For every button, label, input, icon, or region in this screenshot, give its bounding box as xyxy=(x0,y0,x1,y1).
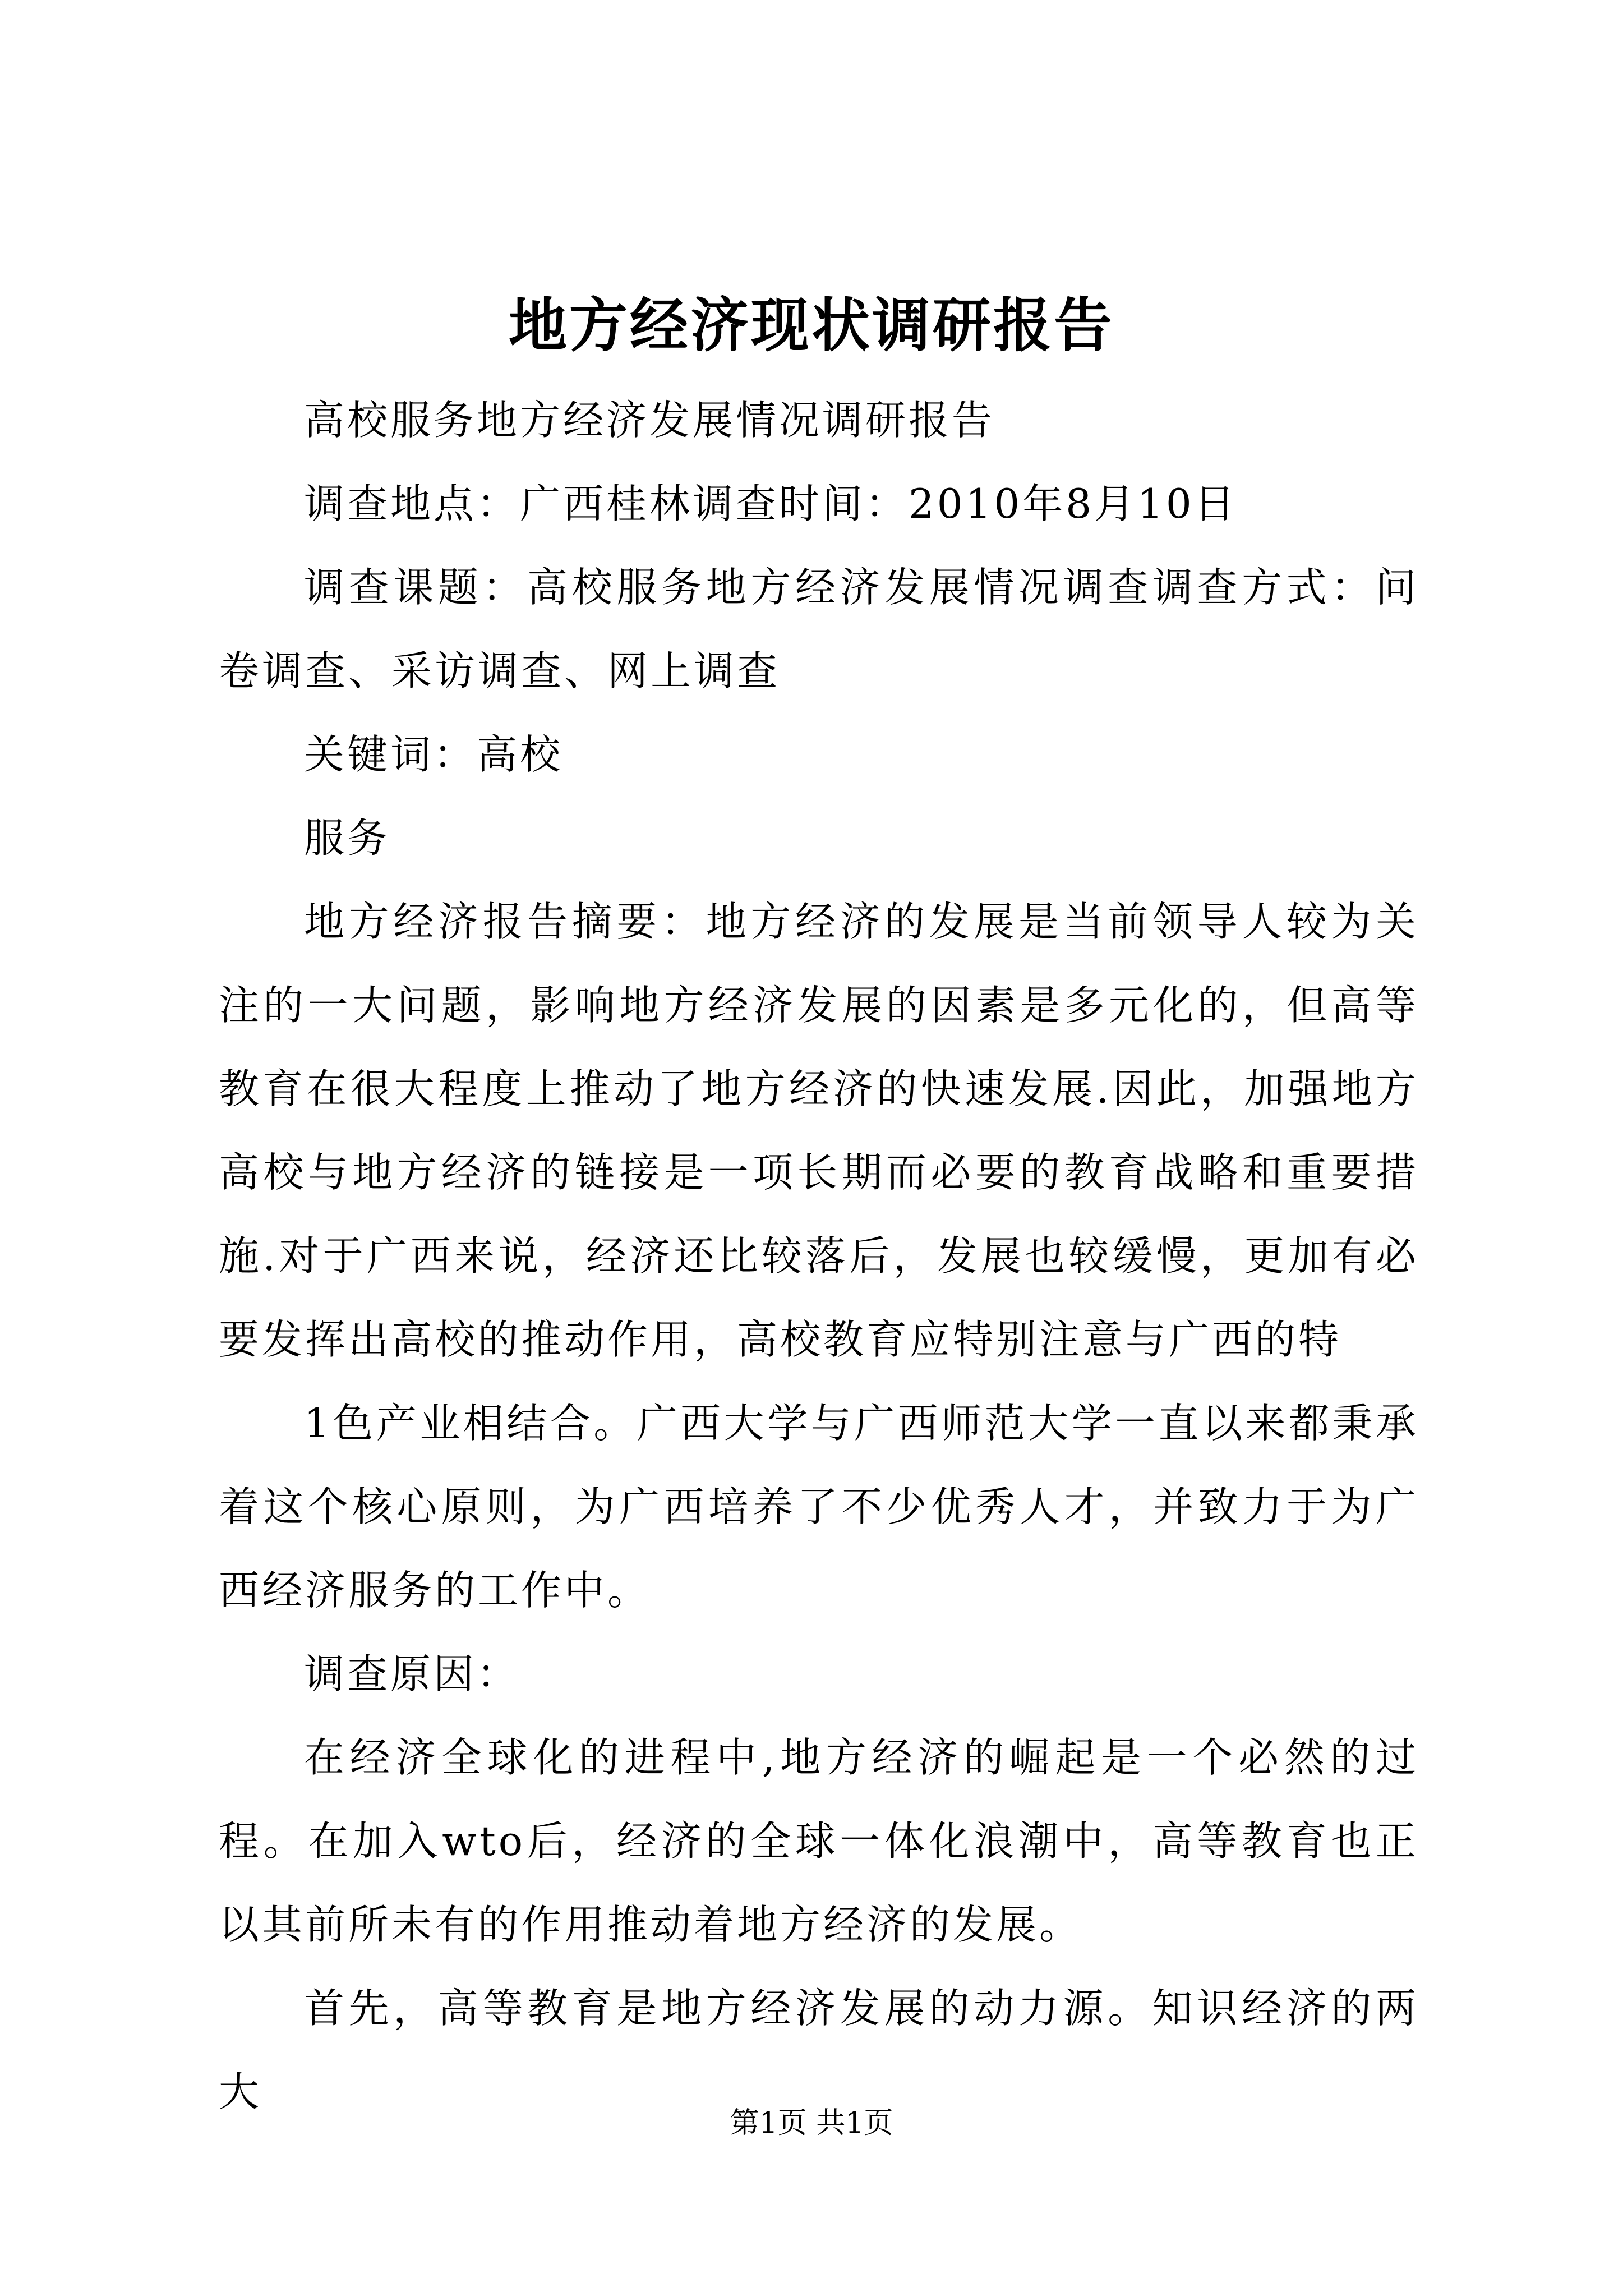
paragraph-industry: 1色产业相结合。广西大学与广西师范大学一直以来都秉承着这个核心原则，为广西培养了不少优秀人才，并致力于为广西经济服务的工作中。 xyxy=(219,1400,1419,1614)
paragraph-first-point: 首先，高等教育是地方经济发展的动力源。知识经济的两大 xyxy=(219,1985,1419,2115)
paragraph-subtitle: 高校服务地方经济发展情况调研报告 xyxy=(304,397,995,444)
page-footer: 第1页 共1页 xyxy=(730,2106,893,2140)
paragraph-globalization: 在经济全球化的进程中,地方经济的崛起是一个必然的过程。在加入wto后，经济的全球一体化浪潮中，高等教育也正以其前所未有的作用推动着地方经济的发展。 xyxy=(219,1734,1419,1948)
paragraph-keyword-service: 服务 xyxy=(304,815,391,862)
paragraph-abstract: 地方经济报告摘要：地方经济的发展是当前领导人较为关注的一大问题，影响地方经济发展的因素是多元化的，但高等教育在很大程度上推动了地方经济的快速发展.因此，加强地方高校与地方经济的链接是一项长期而必要的教育战略和重要措施.对于广西来说，经济还比较落后，发展也较缓慢，更加有必要发挥出高校的推动作用，高校教育应特别注意与广西的特 xyxy=(219,898,1419,1363)
paragraph-topic-method: 调查课题：高校服务地方经济发展情况调查调查方式：问卷调查、采访调查、网上调查 xyxy=(219,564,1419,694)
paragraph-location-time: 调查地点：广西桂林调查时间：2010年8月10日 xyxy=(304,480,1238,527)
document-body xyxy=(219,379,1419,2134)
document-title: 地方经济现状调研报告 xyxy=(508,291,1114,360)
paragraph-reason-heading: 调查原因： xyxy=(304,1650,520,1697)
paragraph-keywords: 关键词：高校 xyxy=(304,731,564,778)
